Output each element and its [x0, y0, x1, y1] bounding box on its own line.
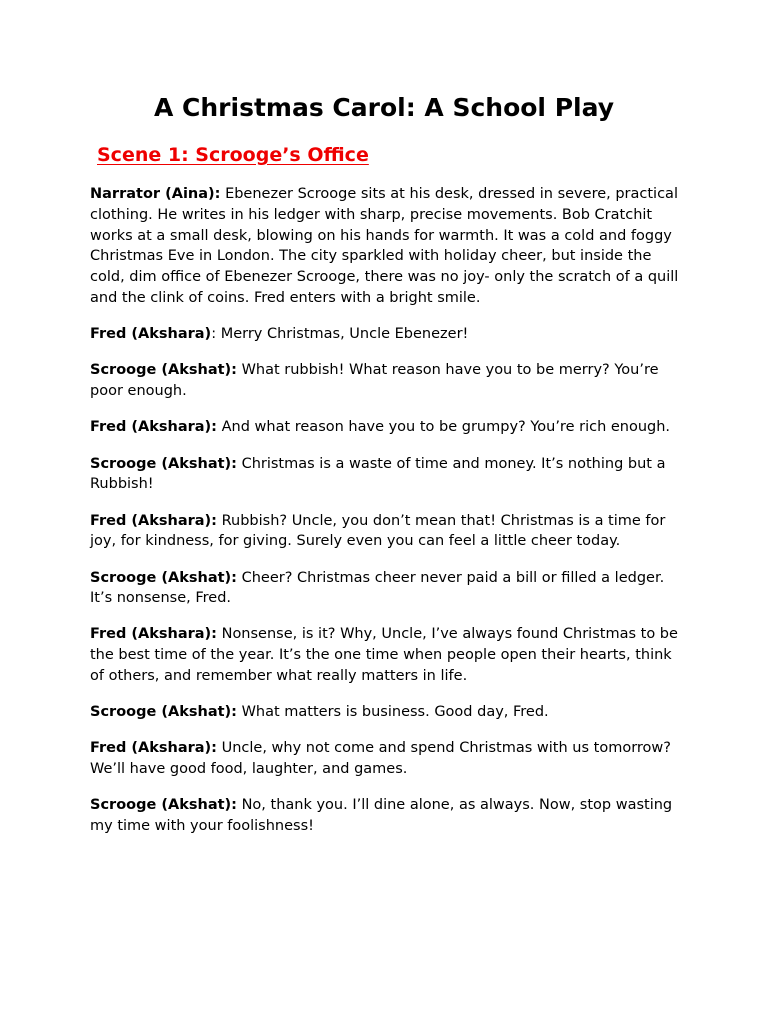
- dialogue-text: What rubbish! What reason have you to be merry? You’re poor enough.: [90, 362, 659, 400]
- speaker-name: Narrator (Aina):: [90, 186, 221, 202]
- dialogue-line: [90, 360, 690, 402]
- dialogue-text: Merry Christmas, Uncle Ebenezer!: [220, 326, 469, 343]
- dialogue-line: [90, 568, 690, 610]
- dialogue-line: [90, 795, 690, 837]
- dialogue-line: [90, 454, 690, 496]
- dialogue-text: And what reason have you to be grumpy? You’re rich enough.: [221, 419, 671, 436]
- dialogue-line: [90, 702, 690, 723]
- dialogue-text: What matters is business. Good day, Fred.: [241, 704, 549, 721]
- speaker-name: Scrooge (Akshat):: [90, 704, 237, 721]
- dialogue-line: [90, 184, 690, 309]
- script-body: [90, 184, 690, 852]
- speaker-name: Fred (Akshara):: [90, 512, 217, 529]
- dialogue-text: Ebenezer Scrooge sits at his desk, dressed in severe, practical clothing. He writes in his ledger with sharp, precise movements. Bob Cratchit works at a small desk, blowing on his hands for warmth. It was a cold and foggy Christmas Eve in London. The city sparkled with holiday cheer, but inside the cold, dim office of Ebenezer Scrooge, there was no joy- only the scratch of a quill and the clink of coins. Fred enters with a bright smile.: [90, 186, 679, 306]
- dialogue-line: [90, 511, 690, 553]
- speaker-name: Fred (Akshara): [90, 326, 212, 343]
- speaker-name: Fred (Akshara):: [90, 419, 217, 436]
- dialogue-line: [90, 738, 690, 780]
- speaker-name: Scrooge (Akshat):: [90, 797, 237, 814]
- page-title: A Christmas Carol: A School Play: [153, 93, 614, 122]
- dialogue-text: Christmas is a waste of time and money. It’s nothing but a Rubbish!: [90, 455, 666, 493]
- scene-heading: Scene 1: Scrooge’s Office: [97, 144, 369, 166]
- speaker-name: Scrooge (Akshat):: [90, 362, 237, 379]
- dialogue-text: Nonsense, is it? Why, Uncle, I’ve always found Christmas to be the best time of the year. It’s the one time when people open their hearts, think of others, and remember what really matters in life.: [90, 626, 678, 685]
- speaker-name: Fred (Akshara):: [90, 740, 217, 757]
- speaker-name: Fred (Akshara):: [90, 626, 217, 643]
- dialogue-text: Cheer? Christmas cheer never paid a bill or filled a ledger. It’s nonsense, Fred.: [90, 569, 665, 607]
- speaker-name: Scrooge (Akshat):: [90, 455, 237, 472]
- dialogue-line: [90, 624, 690, 686]
- dialogue-text: Rubbish? Uncle, you don’t mean that! Christmas is a time for joy, for kindness, for giving. Surely even you can feel a little cheer today.: [90, 512, 666, 550]
- speaker-name: Scrooge (Akshat):: [90, 569, 237, 586]
- dialogue-line: [90, 417, 690, 438]
- dialogue-line: Fred (Akshara): Merry Christmas, Uncle Ebenezer!: [90, 326, 469, 343]
- dialogue-text: No, thank you. I’ll dine alone, as always. Now, stop wasting my time with your foolishness!: [90, 797, 673, 835]
- dialogue-text: Uncle, why not come and spend Christmas with us tomorrow? We’ll have good food, laughter, and games.: [90, 740, 671, 778]
